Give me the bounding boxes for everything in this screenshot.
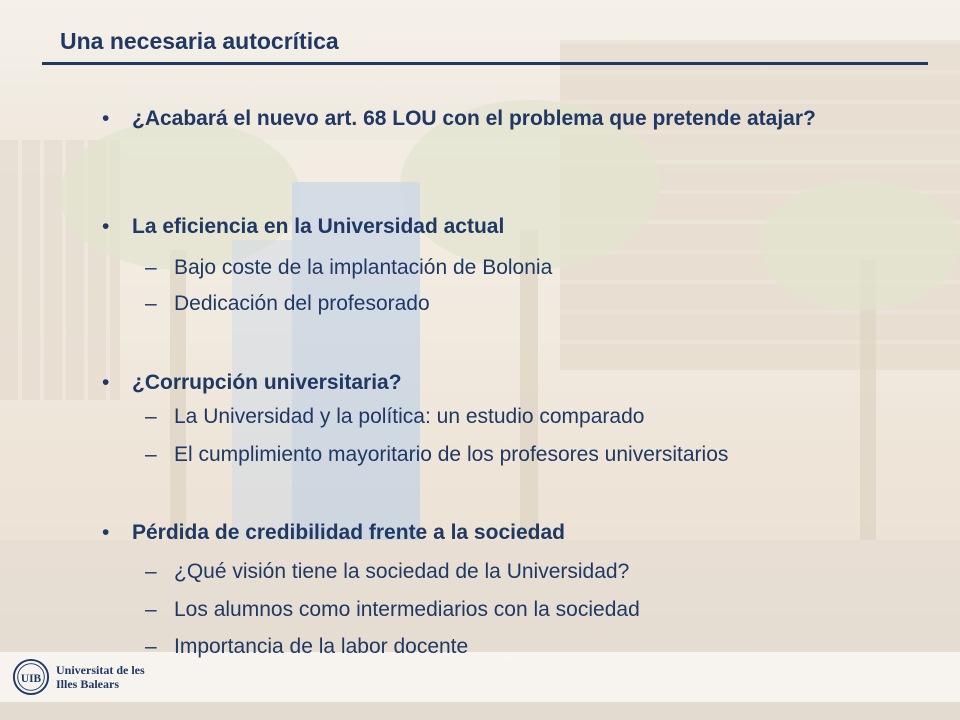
bullet-marker: • — [102, 215, 110, 238]
bullet-marker: • — [102, 521, 110, 544]
dash-marker: – — [145, 292, 157, 315]
sub-text: El cumplimiento mayoritario de los profesores universitarios — [174, 443, 729, 466]
bullet-text: ¿Acabará el nuevo art. 68 LOU con el problema que pretende atajar? — [132, 107, 816, 130]
uib-logo-icon — [12, 658, 50, 696]
university-name-line2: Illes Balears — [56, 677, 119, 691]
sub-text: La Universidad y la política: un estudio comparado — [174, 405, 645, 428]
sub-text: ¿Qué visión tiene la sociedad de la Universidad? — [174, 560, 630, 583]
dash-marker: – — [145, 635, 157, 658]
sub-text: Dedicación del profesorado — [174, 292, 430, 315]
sub-item — [145, 440, 729, 470]
dash-marker: – — [145, 598, 157, 621]
dash-marker: – — [145, 560, 157, 583]
sub-text: Importancia de la labor docente — [174, 635, 469, 658]
sub-item — [145, 595, 640, 625]
university-name-line1: Universitat de les — [56, 663, 145, 677]
sub-text: Bajo coste de la implantación de Bolonia — [174, 256, 553, 279]
sub-item — [145, 632, 469, 662]
svg-text:UIB: UIB — [20, 672, 42, 685]
bullet-item — [102, 518, 922, 548]
university-name — [56, 663, 145, 691]
bullet-item — [102, 368, 922, 398]
dash-marker: – — [145, 443, 157, 466]
dash-marker: – — [145, 405, 157, 428]
sub-item — [145, 402, 645, 432]
sub-item — [145, 557, 630, 587]
bullet-marker: • — [102, 371, 110, 394]
sub-text: Los alumnos como intermediarios con la sociedad — [174, 598, 640, 621]
sub-item — [145, 289, 430, 319]
bullet-item — [102, 104, 922, 134]
slide-title: Una necesaria autocrítica — [60, 28, 339, 54]
sub-item — [145, 253, 553, 283]
bullet-text: La eficiencia en la Universidad actual — [132, 215, 505, 238]
dash-marker: – — [145, 256, 157, 279]
bullet-text: Pérdida de credibilidad frente a la sociedad — [132, 521, 565, 544]
bullet-item — [102, 212, 922, 242]
bullet-text: ¿Corrupción universitaria? — [132, 371, 402, 394]
bullet-marker: • — [102, 107, 110, 130]
